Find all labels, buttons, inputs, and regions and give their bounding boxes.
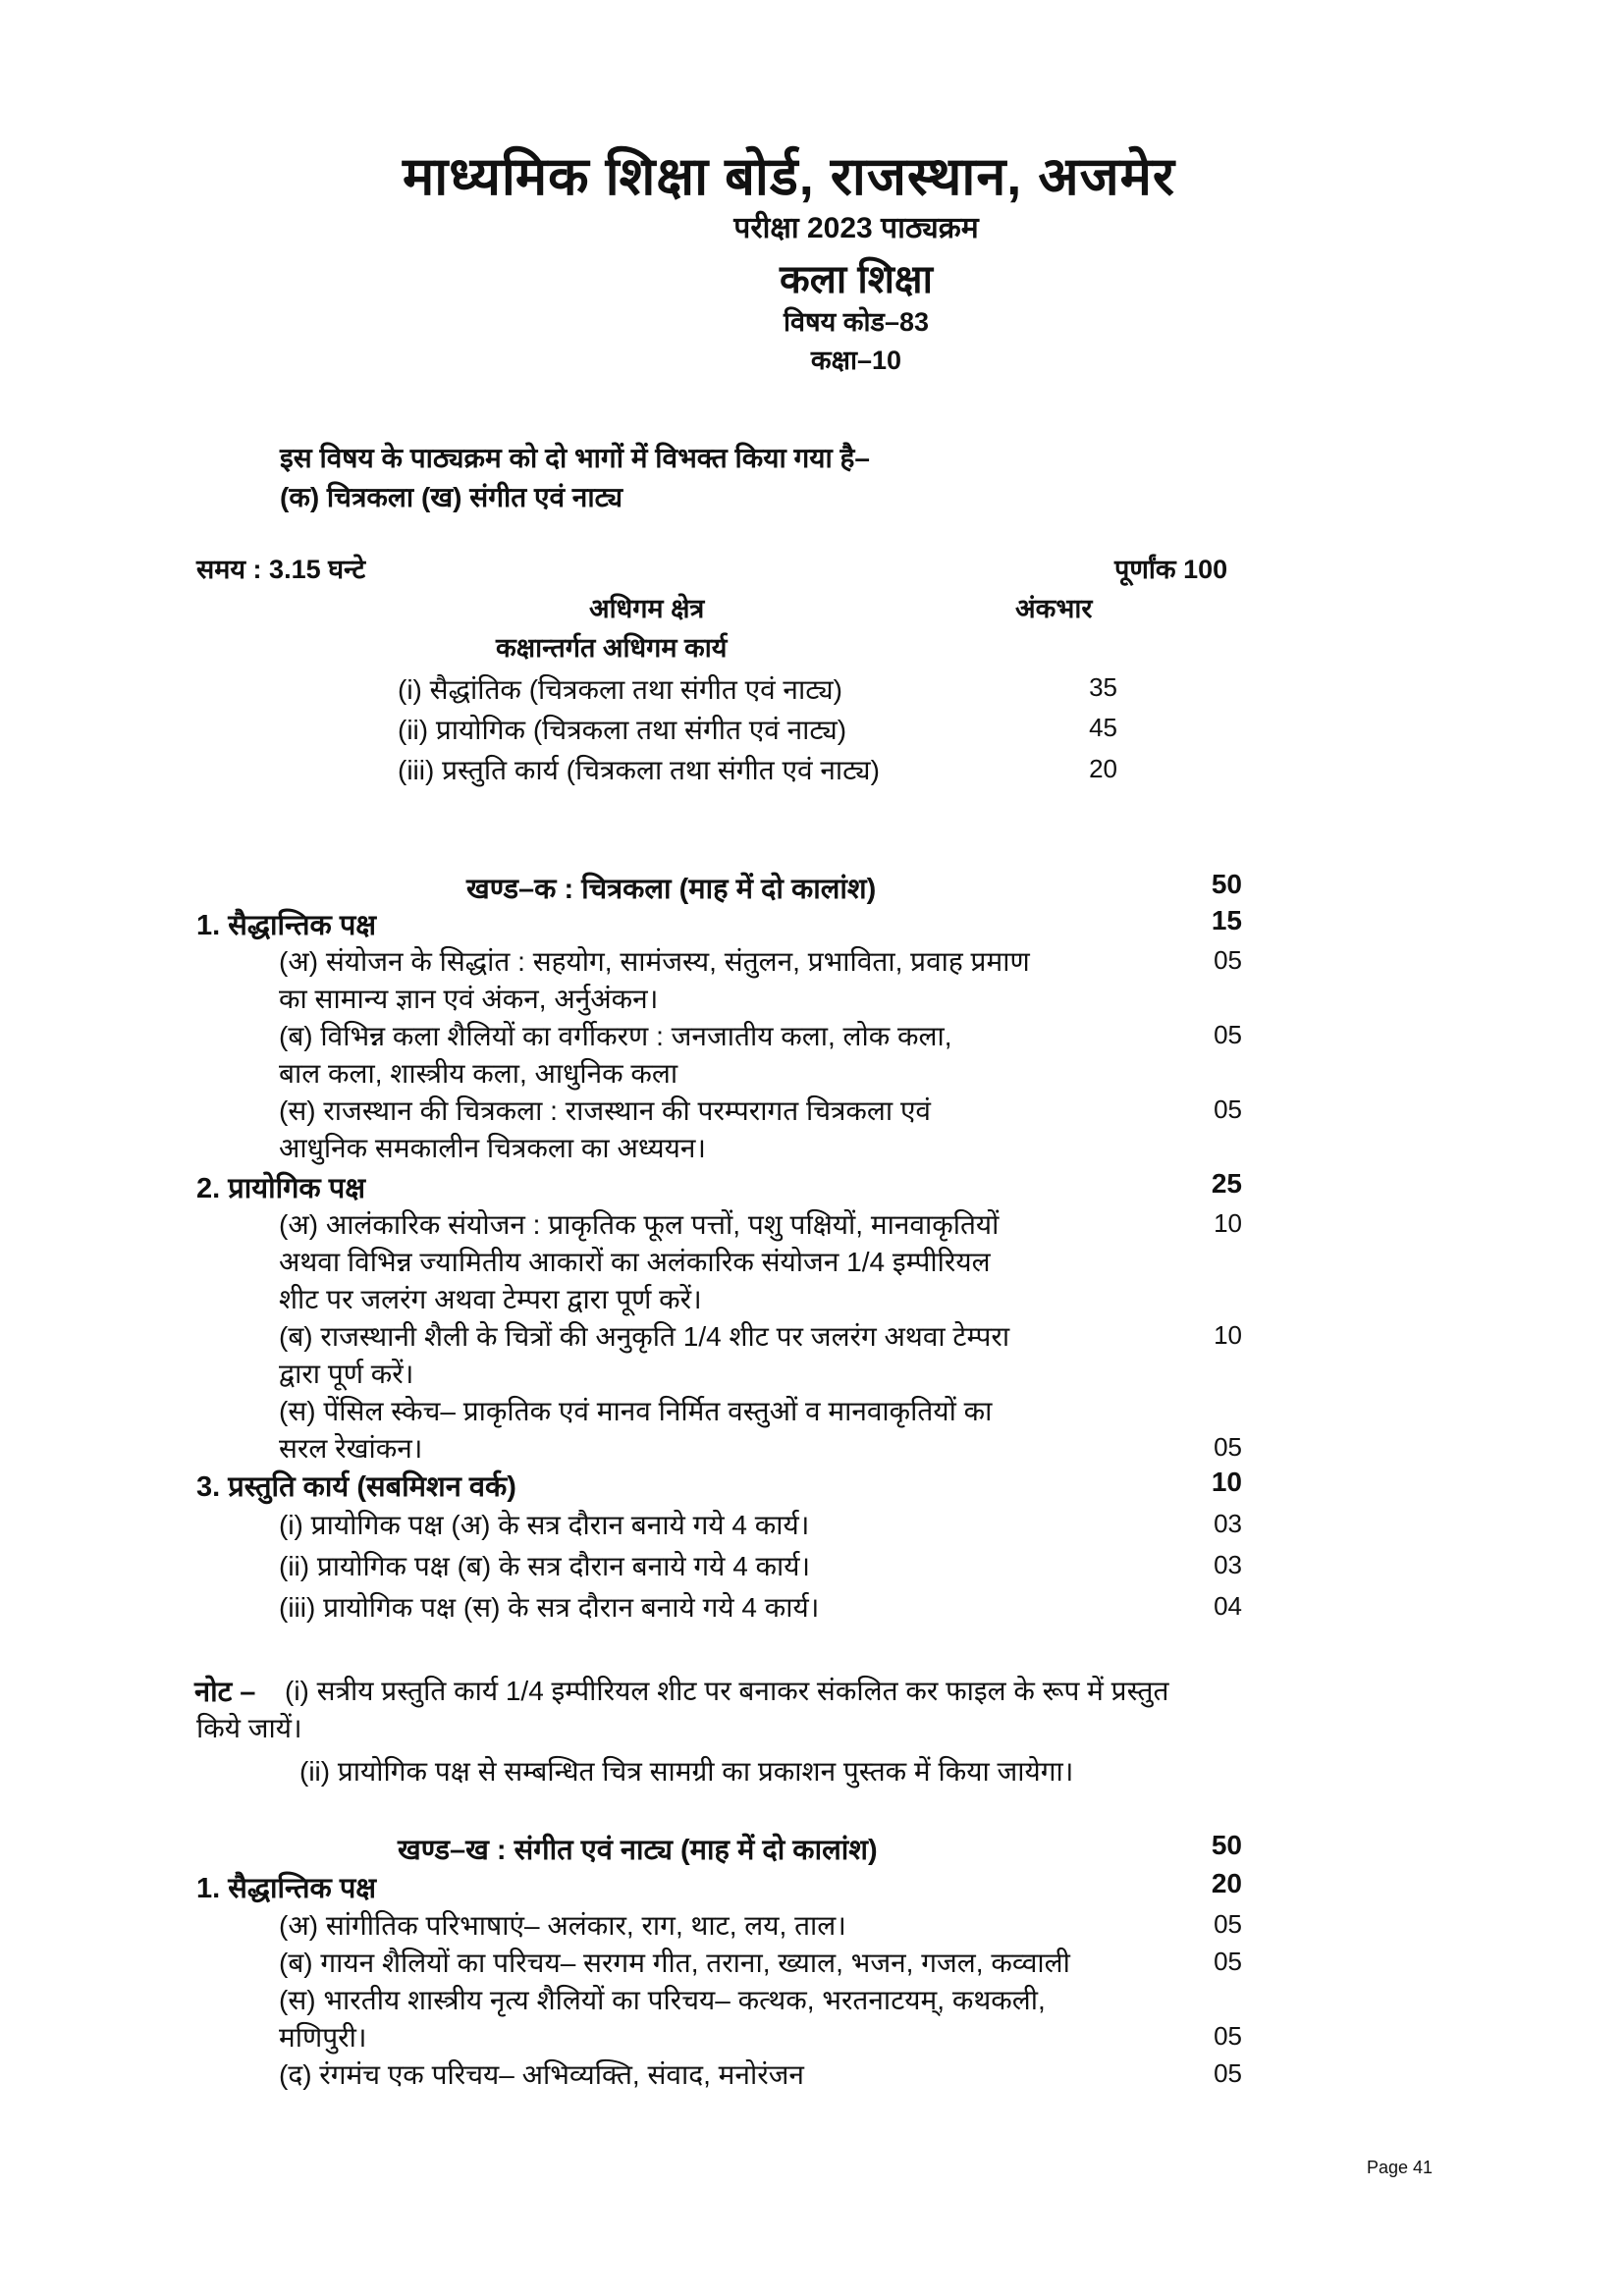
note-label: नोट – xyxy=(194,1677,256,1708)
overview-row-label: (iii) प्रस्तुति कार्य (चित्रकला तथा संगीत एवं नाट्य) xyxy=(398,755,880,785)
item-line: शीट पर जलरंग अथवा टेम्परा द्वारा पूर्ण करें। xyxy=(279,1284,702,1314)
part-theory-title: 1. सैद्धान्तिक पक्ष xyxy=(196,1873,377,1904)
overview-row-marks: 20 xyxy=(1089,754,1117,783)
section-a-marks: 50 xyxy=(1211,869,1242,899)
item-line: (i) प्रायोगिक पक्ष (अ) के सत्र दौरान बनाये गये 4 कार्य। xyxy=(279,1510,810,1540)
item-line: बाल कला, शास्त्रीय कला, आधुनिक कला xyxy=(279,1058,678,1089)
item-line: (ब) गायन शैलियों का परिचय– सरगम गीत, तराना, ख्याल, भजन, गजल, कव्वाली xyxy=(279,1948,1070,1978)
item-marks: 10 xyxy=(1214,1208,1242,1238)
column-marks: अंकभार xyxy=(1015,594,1093,623)
item-line: आधुनिक समकालीन चित्रकला का अध्ययन। xyxy=(279,1133,706,1163)
part-theory-marks: 15 xyxy=(1211,905,1242,935)
item-line: (अ) आलंकारिक संयोजन : प्राकृतिक फूल पत्तों, पशु पक्षियों, मानवाकृतियों xyxy=(279,1209,1000,1240)
section-b-title: खण्ड–ख : संगीत एवं नाट्य (माह में दो कालांश) xyxy=(398,1835,878,1866)
part-practical-marks: 25 xyxy=(1211,1168,1242,1199)
item-marks: 10 xyxy=(1214,1320,1242,1350)
subject-code: विषय कोड–83 xyxy=(784,307,929,337)
note-line: (i) सत्रीय प्रस्तुति कार्य 1/4 इम्पीरियल शीट पर बनाकर संकलित कर फाइल के रूप में प्रस्तुत xyxy=(285,1676,1169,1706)
part-theory-marks: 20 xyxy=(1211,1868,1242,1898)
part-submission-title: 3. प्रस्तुति कार्य (सबमिशन वर्क) xyxy=(196,1471,516,1503)
item-marks: 05 xyxy=(1214,2058,1242,2088)
item-marks: 04 xyxy=(1214,1591,1242,1621)
item-marks: 05 xyxy=(1214,945,1242,975)
part-theory-title: 1. सैद्धान्तिक पक्ष xyxy=(196,910,377,941)
note-line: (ii) प्रायोगिक पक्ष से सम्बन्धित चित्र सामग्री का प्रकाशन पुस्तक में किया जायेगा। xyxy=(299,1756,1074,1787)
item-line: (स) पेंसिल स्केच– प्राकृतिक एवं मानव निर्मित वस्तुओं व मानवाकृतियों का xyxy=(279,1396,993,1426)
intro-line: इस विषय के पाठ्यक्रम को दो भागों में विभक्त किया गया है– xyxy=(280,443,871,473)
item-marks: 03 xyxy=(1214,1550,1242,1579)
section-b-marks: 50 xyxy=(1211,1830,1242,1860)
part-practical-title: 2. प्रायोगिक पक्ष xyxy=(196,1173,366,1204)
item-line: (iii) प्रायोगिक पक्ष (स) के सत्र दौरान बनाये गये 4 कार्य। xyxy=(279,1592,820,1623)
class-label: कक्षा–10 xyxy=(810,346,902,375)
item-line: (द) रंगमंच एक परिचय– अभिव्यक्ति, संवाद, मनोरंजन xyxy=(279,2059,804,2090)
item-line: अथवा विभिन्न ज्यामितीय आकारों का अलंकारिक संयोजन 1/4 इम्पीरियल xyxy=(279,1247,991,1277)
item-marks: 05 xyxy=(1214,1095,1242,1124)
classroom-tasks-heading: कक्षान्तर्गत अधिगम कार्य xyxy=(496,633,728,663)
note-line: किये जायें। xyxy=(196,1713,302,1743)
item-line: (ब) राजस्थानी शैली के चित्रों की अनुकृति 1/4 शीट पर जलरंग अथवा टेम्परा xyxy=(279,1321,1010,1352)
item-marks: 05 xyxy=(1214,1020,1242,1049)
item-marks: 05 xyxy=(1214,1909,1242,1939)
item-line: द्वारा पूर्ण करें। xyxy=(279,1359,414,1389)
page-number: Page 41 xyxy=(1367,2158,1434,2177)
item-marks: 03 xyxy=(1214,1509,1242,1538)
section-a-title: खण्ड–क : चित्रकला (माह में दो कालांश) xyxy=(466,874,877,905)
exam-syllabus-heading: परीक्षा 2023 पाठ्यक्रम xyxy=(733,212,979,244)
item-line: (अ) सांगीतिक परिभाषाएं– अलंकार, राग, थाट, लय, ताल। xyxy=(279,1910,846,1941)
item-line: (ii) प्रायोगिक पक्ष (ब) के सत्र दौरान बनाये गये 4 कार्य। xyxy=(279,1551,811,1581)
item-line: (स) भारतीय शास्त्रीय नृत्य शैलियों का परिचय– कत्थक, भरतनाटयम्, कथकली, xyxy=(279,1985,1046,2015)
intro-divisions: (क) चित्रकला (ख) संगीत एवं नाट्य xyxy=(280,482,623,512)
item-line: सरल रेखांकन। xyxy=(279,1433,423,1464)
subject-title: कला शिक्षा xyxy=(780,258,933,301)
board-title: माध्यमिक शिक्षा बोर्ड, राजस्थान, अजमेर xyxy=(403,147,1176,206)
item-line: मणिपुरी। xyxy=(279,2022,367,2053)
overview-row-marks: 45 xyxy=(1089,713,1117,742)
overview-row-marks: 35 xyxy=(1089,672,1117,702)
item-marks: 05 xyxy=(1214,2021,1242,2051)
max-marks: पूर्णांक 100 xyxy=(1114,555,1228,584)
column-learning-area: अधिगम क्षेत्र xyxy=(589,594,705,623)
item-marks: 05 xyxy=(1214,1432,1242,1462)
overview-row-label: (ii) प्रायोगिक (चित्रकला तथा संगीत एवं नाट्य) xyxy=(398,715,847,745)
item-line: (ब) विभिन्न कला शैलियों का वर्गीकरण : जनजातीय कला, लोक कला, xyxy=(279,1021,952,1051)
exam-time: समय : 3.15 घन्टे xyxy=(196,555,366,584)
item-marks: 05 xyxy=(1214,1947,1242,1976)
part-submission-marks: 10 xyxy=(1211,1467,1242,1497)
item-line: (स) राजस्थान की चित्रकला : राजस्थान की परम्परागत चित्रकला एवं xyxy=(279,1095,932,1126)
overview-row-label: (i) सैद्धांतिक (चित्रकला तथा संगीत एवं नाट्य) xyxy=(398,674,842,705)
item-line: का सामान्य ज्ञान एवं अंकन, अर्नुअंकन। xyxy=(279,984,659,1014)
item-line: (अ) संयोजन के सिद्धांत : सहयोग, सामंजस्य, संतुलन, प्रभाविता, प्रवाह प्रमाण xyxy=(279,946,1030,977)
